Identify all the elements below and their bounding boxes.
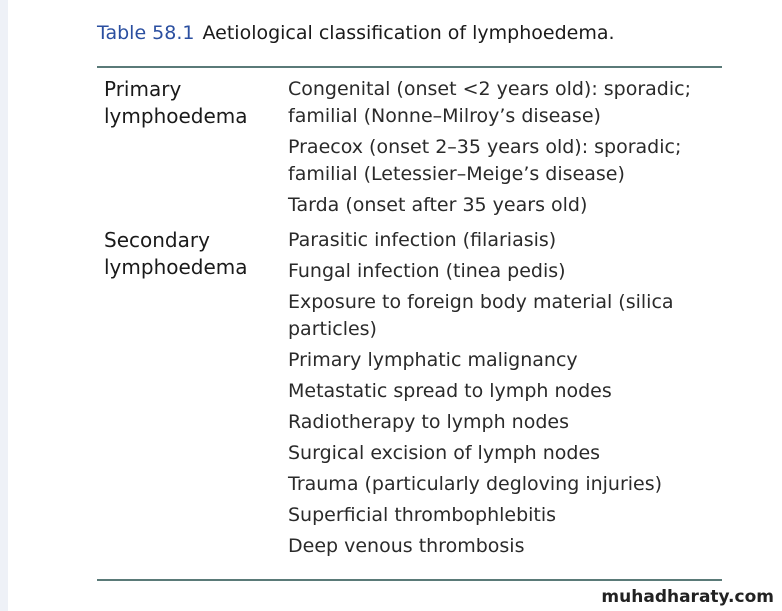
group-label-line: lymphoedema [104,104,248,128]
group-label-secondary [104,227,288,564]
table-number: Table 58.1 [97,22,195,44]
list-item: Trauma (particularly degloving injuries) [288,473,663,495]
list-item: Fungal infection (tinea pedis) [288,260,566,282]
list-item: Surgical excision of lymph nodes [288,442,601,464]
left-edge-strip [0,0,8,611]
table-top-rule [97,66,722,68]
group-label-line: Primary [104,77,182,101]
table-title: Aetiological classification of lymphoedema. [202,22,615,44]
list-item: Metastatic spread to lymph nodes [288,380,612,402]
list-item: Parasitic infection (filariasis) [288,229,557,251]
list-item: Tarda (onset after 35 years old) [288,194,588,216]
list-item: Deep venous thrombosis [288,535,525,557]
table-bottom-rule [97,579,722,581]
group-primary [104,76,714,223]
list-item: Primary lymphatic malignancy [288,349,578,371]
classification-table [104,76,714,564]
group-secondary [104,227,714,564]
group-items-primary [288,76,714,223]
list-item: Congenital (onset <2 years old): sporadic; familial (Nonne–Milroy’s disease) [288,78,691,127]
group-label-line: lymphoedema [104,255,248,279]
list-item: Superficial thrombophlebitis [288,504,557,526]
list-item: Exposure to foreign body material (silica particles) [288,291,674,340]
table-caption [97,20,615,46]
group-items-secondary [288,227,714,564]
group-label-line: Secondary [104,228,210,252]
group-label-primary [104,76,288,223]
list-item: Radiotherapy to lymph nodes [288,411,569,433]
watermark: muhadharaty.com [601,587,774,607]
list-item: Praecox (onset 2–35 years old): sporadic; familial (Letessier–Meige’s disease) [288,136,682,185]
